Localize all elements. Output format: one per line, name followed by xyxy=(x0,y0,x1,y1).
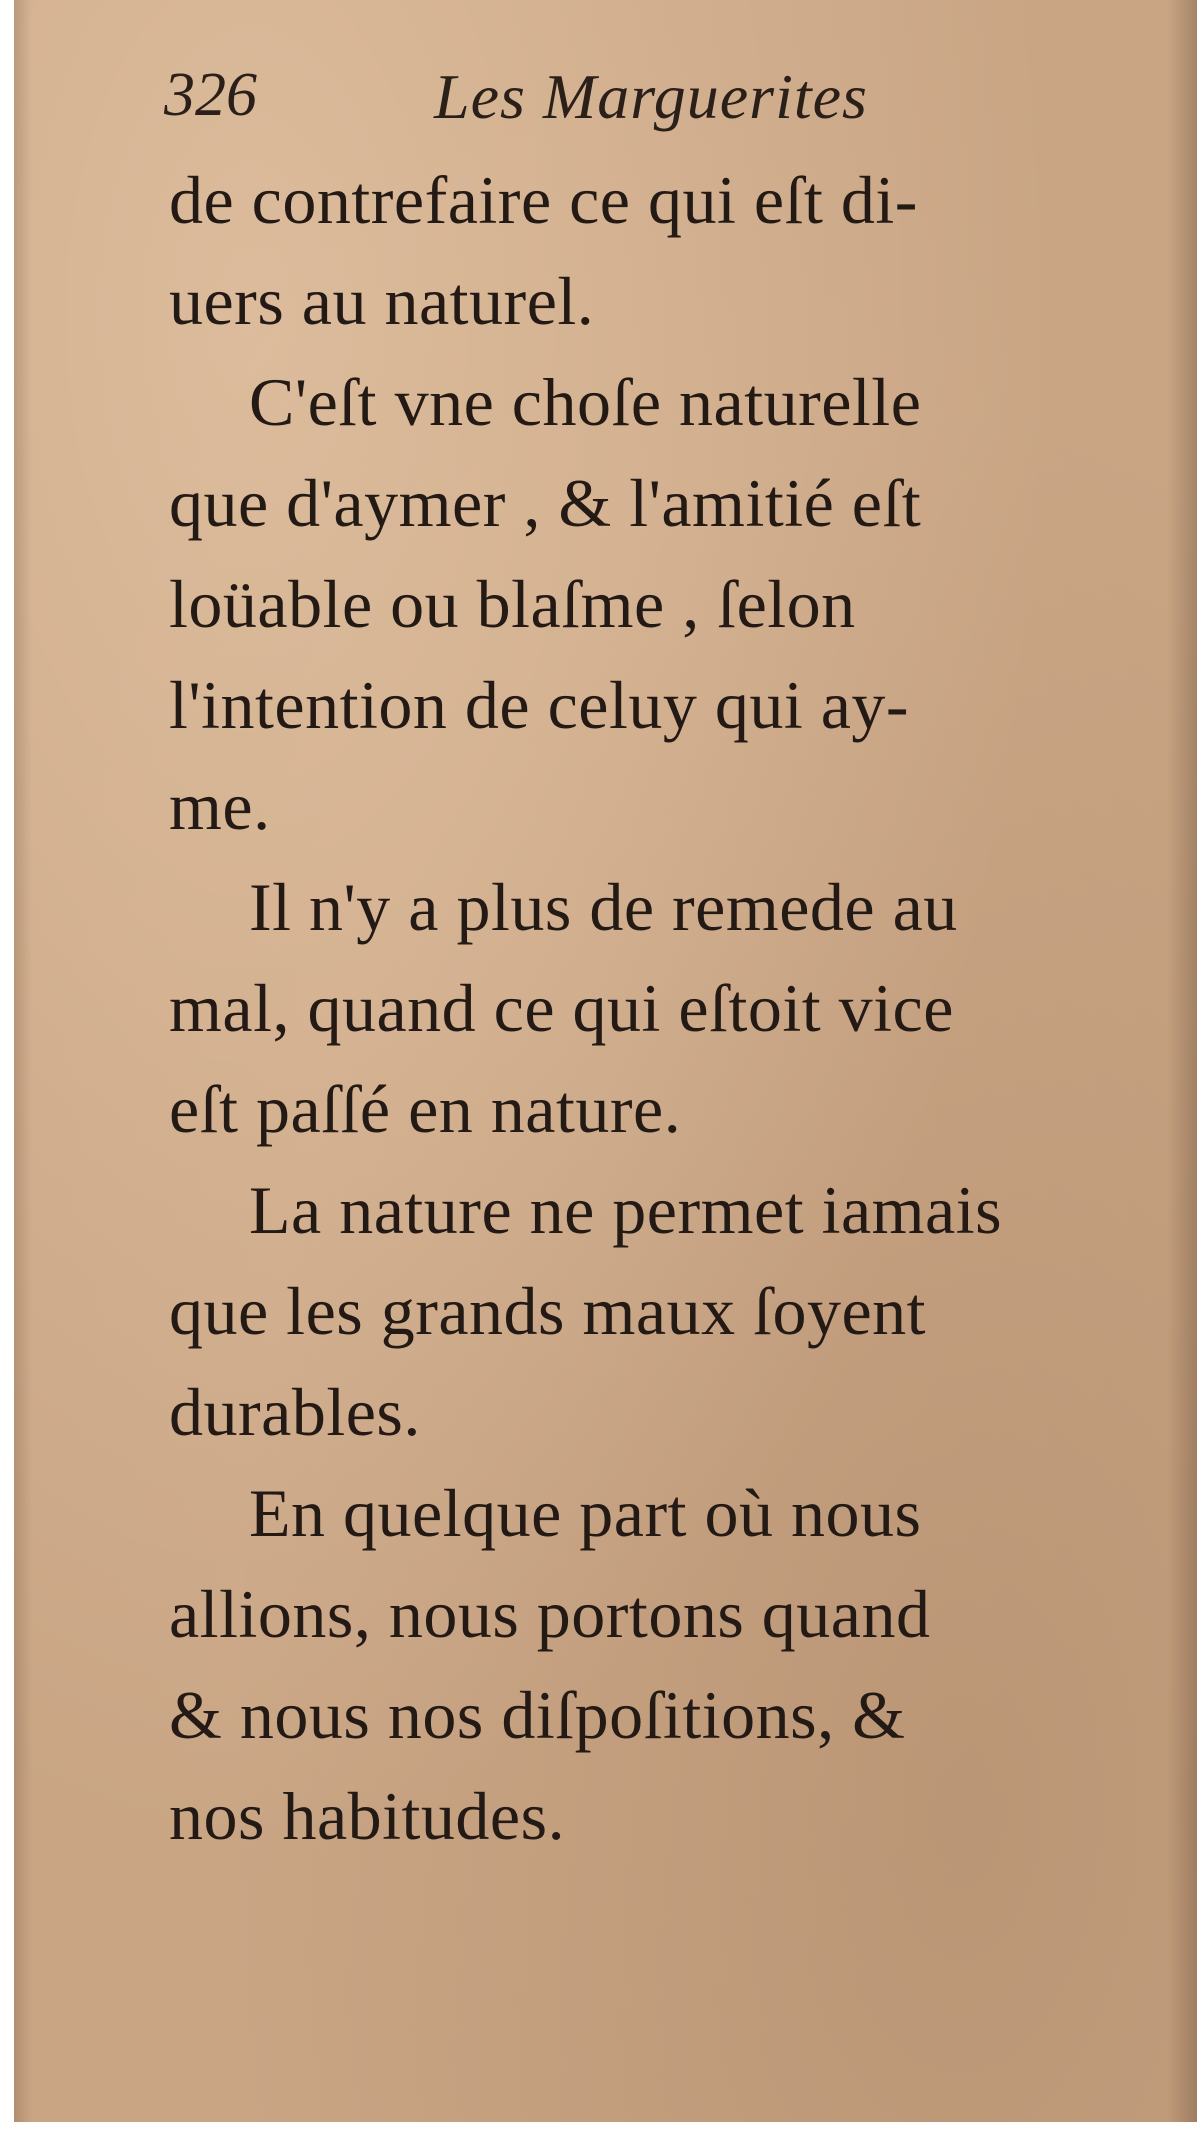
text-line: que d'aymer , & l'amitié eſt xyxy=(169,465,922,541)
book-page xyxy=(14,0,1197,2122)
text-line: C'eſt vne choſe naturelle xyxy=(249,364,922,440)
text-line: mal, quand ce qui eſtoit vice xyxy=(169,970,954,1046)
text-line: En quelque part où nous xyxy=(249,1475,922,1551)
text-line: & nous nos diſpoſitions, & xyxy=(169,1677,906,1753)
text-line: durables. xyxy=(169,1374,421,1450)
text-line: loüable ou blaſme , ſelon xyxy=(169,566,856,642)
text-line: l'intention de celuy qui ay- xyxy=(169,667,910,743)
text-line: eſt paſſé en nature. xyxy=(169,1071,682,1147)
running-header xyxy=(164,50,944,140)
text-line: nos habitudes. xyxy=(169,1778,566,1854)
text-line: La nature ne permet iamais xyxy=(249,1172,1003,1248)
text-line: uers au naturel. xyxy=(169,263,595,339)
body-text xyxy=(169,150,1089,1867)
page-left-shadow xyxy=(14,0,32,2122)
text-line: me. xyxy=(169,768,271,844)
text-line: que les grands maux ſoyent xyxy=(169,1273,927,1349)
page-number: 326 xyxy=(164,61,257,129)
page-right-shadow xyxy=(1167,0,1197,2122)
text-line: de contrefaire ce qui eſt di- xyxy=(169,162,918,238)
text-line: Il n'y a plus de remede au xyxy=(249,869,958,945)
running-title: Les Marguerites xyxy=(434,61,868,132)
text-line: allions, nous portons quand xyxy=(169,1576,931,1652)
